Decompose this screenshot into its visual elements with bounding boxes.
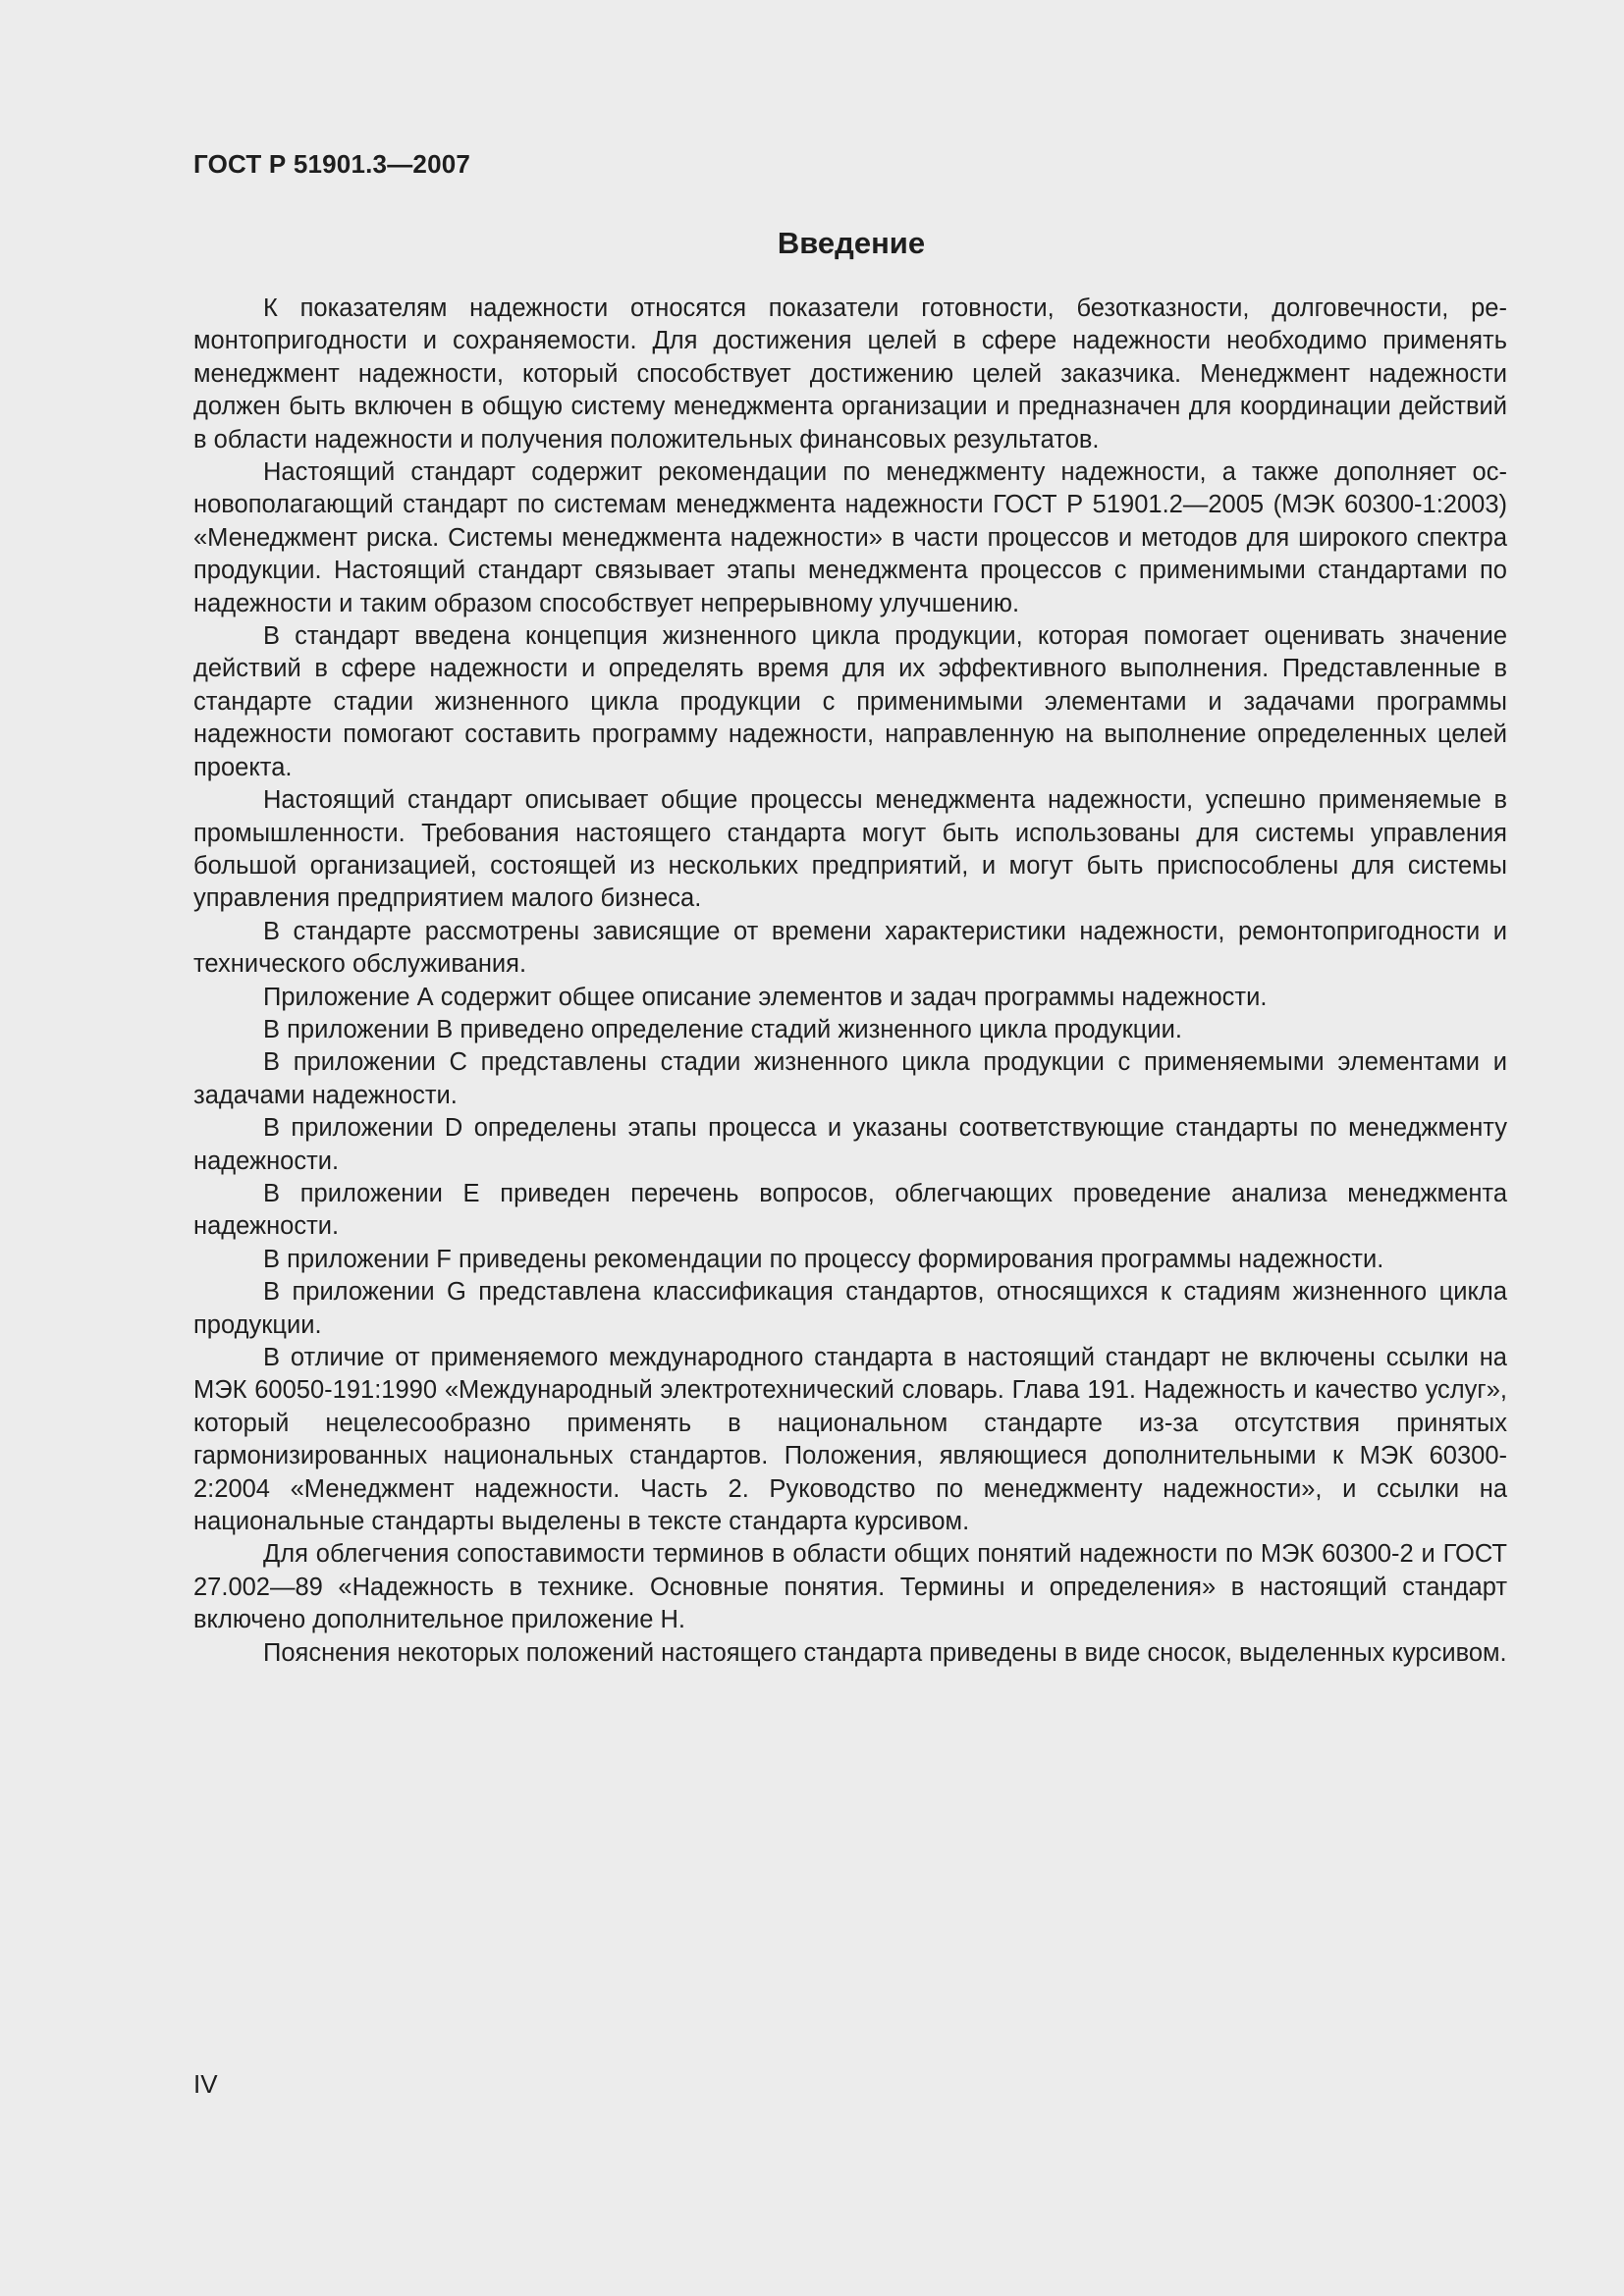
paragraph: В приложении Е приведен перечень вопросов, облегчающих проведение анализа менеджмента надежности.	[193, 1179, 1507, 1241]
paragraph: В стандарт введена концепция жизненного цикла продукции, которая помогает оценивать значение действий в сфере надежности и определять время для их эффективного выполнения. Представленные в стандарте стадии жизненного цикла продукции с применимыми элементами и задачами программы надежности помогают составить программу надежности, направленную на выполнение определенных целей проекта.	[193, 622, 1507, 781]
page-number: IV	[193, 2069, 218, 2099]
paragraph: В приложении G представлена классификация стандартов, относящихся к стадиям жизненного цикла продукции.	[193, 1278, 1507, 1339]
document-header-id: ГОСТ Р 51901.3—2007	[193, 149, 471, 179]
paragraph: Пояснения некоторых положений настоящего стандарта приведены в виде сносок, выделенных курсивом.	[263, 1638, 1507, 1667]
paragraph: В приложении D определены этапы процесса и указаны соответствующие стандарты по менеджменту надежности.	[193, 1114, 1507, 1175]
paragraph: Настоящий стандарт содержит рекомендации по менеджменту надежности, а также дополняет основополагающий стандарт по системам менеджмента надежности ГОСТ Р 51901.2—2005 (МЭК 60300-1:2003) «Менеджмент риска. Системы менеджмента надежности» в части процессов и методов для широкого спектра продукции. Настоящий стандарт связывает этапы менеджмента процессов с применимыми стандартами по надежности и таким образом способствует непрерывному улучшению.	[193, 458, 1507, 617]
paragraph: В приложении С представлены стадии жизненного цикла продукции с применяемыми элементами и задачами надежности.	[193, 1048, 1507, 1109]
section-title: Введение	[777, 226, 926, 260]
paragraph: Приложение А содержит общее описание элементов и задач программы надежности.	[263, 983, 1268, 1011]
paragraph: Для облегчения сопоставимости терминов в области общих понятий надежности по МЭК 60300-2 и ГОСТ 27.002—89 «Надежность в технике. Основные понятия. Термины и определения» в настоящий стандарт включено дополнительное приложение Н.	[193, 1540, 1507, 1634]
paragraph: В отличие от применяемого международного стандарта в настоящий стандарт не включены ссылки на МЭК 60050-191:1990 «Международный электротехнический словарь. Глава 191. Надежность и качество услуг», который нецелесообразно применять в национальном стандарте из-за отсутствия принятых гармонизированных национальных стандартов. Положения, являющиеся дополнительными к МЭК 60300-2:2004 «Менеджмент надежности. Часть 2. Руководство по менеджменту надежности», и ссылки на национальные стандарты выделены в тексте стандарта курсивом.	[193, 1344, 1507, 1536]
paragraph: К показателям надежности относятся показатели готовности, безотказности, долговечности, ремонтопригодности и сохраняемости. Для достижения целей в сфере надежности необходимо применять менеджмент надежности, который способствует достижению целей заказчика. Менеджмент надежности должен быть включен в общую систему менеджмента организации и предназначен для координации действий в области надежности и получения положительных финансовых результатов.	[193, 294, 1507, 454]
paragraph: В приложении В приведено определение стадий жизненного цикла продукции.	[263, 1015, 1182, 1043]
paragraph: Настоящий стандарт описывает общие процессы менеджмента надежности, успешно применяемые в промышленности. Требования настоящего стандарта могут быть использованы для системы управления большой организацией, состоящей из нескольких предприятий, и могут быть приспособлены для системы управления предприятием малого бизнеса.	[193, 786, 1507, 913]
paragraph: В приложении F приведены рекомендации по процессу формирования программы надежности.	[263, 1245, 1384, 1273]
body-text	[193, 293, 1507, 1670]
paragraph: В стандарте рассмотрены зависящие от времени характеристики надежности, ремонтопригодности и технического обслуживания.	[193, 917, 1507, 979]
